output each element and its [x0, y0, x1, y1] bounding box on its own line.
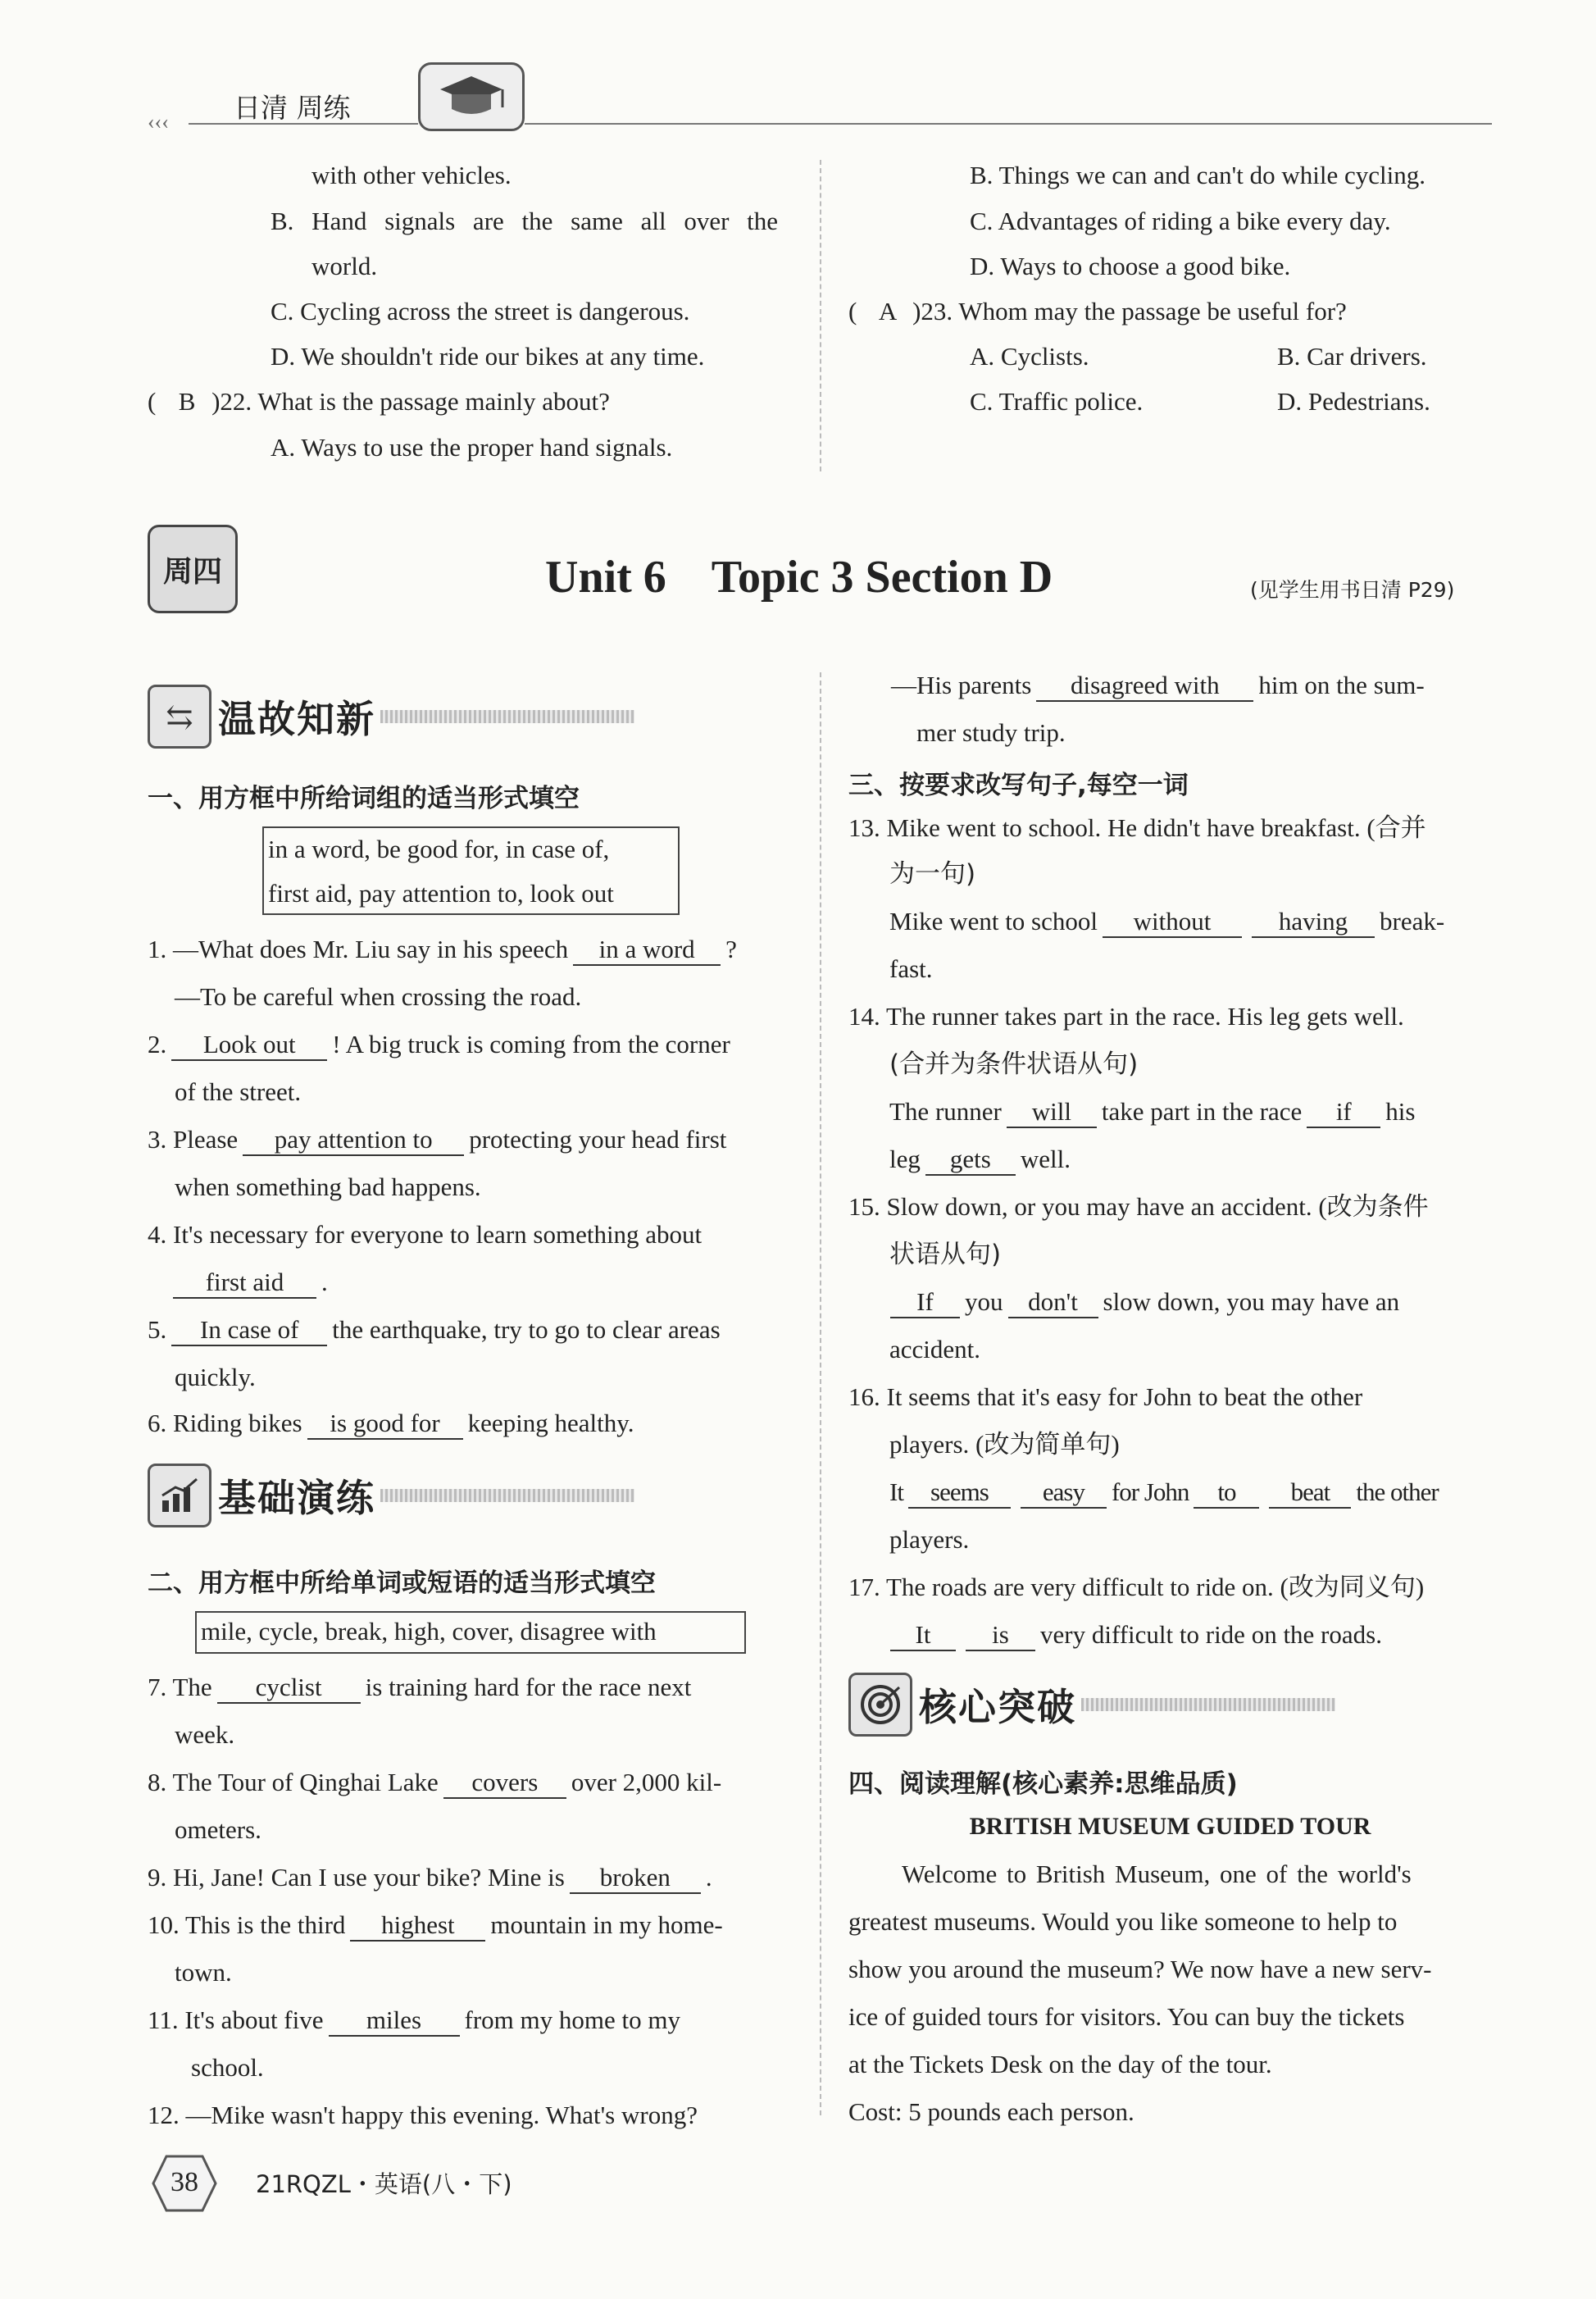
- q15-answer-line: [885, 1286, 1399, 1318]
- q3-answer: pay attention to: [243, 1125, 464, 1156]
- part2-box-text: mile, cycle, break, high, cover, disagree with: [201, 1617, 657, 1646]
- q11-cont: school.: [191, 2053, 264, 2082]
- top-left-line-2: world.: [311, 252, 378, 280]
- q6-answer: is good for: [307, 1409, 463, 1440]
- passage-line-2: show you around the museum? We now have a new serv-: [848, 1955, 1432, 1983]
- section-core-bar: [1081, 1698, 1335, 1711]
- day-badge: [148, 525, 238, 613]
- q4-end: .: [321, 1268, 328, 1296]
- q13-text2: break-: [1380, 907, 1445, 936]
- section-core-title: 核心突破: [919, 1685, 1076, 1729]
- q16-note: players. (改为简单句): [889, 1430, 1120, 1459]
- q12-reply-cont: mer study trip.: [916, 718, 1066, 747]
- unit-ref: (见学生用书日清 P29): [1250, 578, 1455, 602]
- q22-option-a: A. Ways to use the proper hand signals.: [271, 433, 673, 462]
- section-basic-title: 基础演练: [218, 1476, 375, 1520]
- q17-text: very difficult to ride on the roads.: [1040, 1620, 1382, 1649]
- graduation-cap-icon: [418, 62, 525, 131]
- q6: [148, 1407, 634, 1440]
- q2: [148, 1028, 730, 1061]
- q11-answer: miles: [329, 2005, 460, 2037]
- q16-text: It: [889, 1477, 903, 1506]
- section-review: [148, 685, 634, 749]
- q15-note: 状语从句): [889, 1240, 1002, 1269]
- q16-answer-4: beat: [1269, 1477, 1351, 1509]
- q23-paren: (: [848, 297, 857, 326]
- q7-text2: is training hard for the race next: [365, 1673, 692, 1701]
- column-divider: [820, 672, 821, 2115]
- q10-answer: highest: [350, 1910, 485, 1942]
- passage-line-5: Cost: 5 pounds each person.: [848, 2097, 1134, 2126]
- target-icon: [848, 1673, 912, 1737]
- q16-cont: players.: [889, 1525, 970, 1554]
- passage-line-3: ice of guided tours for visitors. You can buy the tickets: [848, 2002, 1405, 2031]
- q5: [148, 1313, 721, 1346]
- q8-text: 8. The Tour of Qinghai Lake: [148, 1768, 439, 1796]
- section-basic-bar: [380, 1489, 634, 1502]
- part2-word-box: [195, 1611, 746, 1654]
- q7-answer: cyclist: [217, 1673, 361, 1704]
- q7-cont: week.: [175, 1720, 235, 1749]
- q3-text2: protecting your head first: [469, 1125, 727, 1154]
- q14-answer-3: gets: [925, 1145, 1016, 1176]
- unit-title: Unit 6 Topic 3 Section D: [545, 552, 1053, 603]
- q17-answer-line: [885, 1618, 1382, 1651]
- q9-text: 9. Hi, Jane! Can I use your bike? Mine is: [148, 1863, 565, 1892]
- q13-note: 为一句): [889, 859, 976, 889]
- part1-box-line1: in a word, be good for, in case of,: [268, 835, 610, 863]
- q17-answer-2: is: [966, 1620, 1035, 1651]
- q22: [148, 385, 610, 418]
- day-badge-label: 周四: [162, 554, 222, 589]
- q1-reply: —To be careful when crossing the road.: [175, 982, 582, 1011]
- top-left-line-4: D. We shouldn't ride our bikes at any time.: [271, 342, 705, 371]
- q23-question: )23. Whom may the passage be useful for?: [912, 297, 1347, 326]
- part2-title: 二、用方框中所给单词或短语的适当形式填空: [148, 1568, 656, 1598]
- q16: 16. It seems that it's easy for John to beat the other: [848, 1382, 1363, 1411]
- q12-answer: disagreed with: [1036, 671, 1253, 702]
- top-left-line-3: C. Cycling across the street is dangerous.: [271, 297, 690, 326]
- q1-text: 1. —What does Mr. Liu say in his speech: [148, 935, 569, 963]
- q1-answer: in a word: [573, 935, 721, 966]
- q5-answer: In case of: [171, 1315, 327, 1346]
- q16-answer-1: seems: [908, 1477, 1011, 1509]
- q23-answer: A: [878, 297, 898, 326]
- section-review-title: 温故知新: [218, 697, 375, 741]
- q15-text: you: [965, 1287, 1003, 1316]
- passage-line-1: greatest museums. Would you like someone to help to: [848, 1907, 1398, 1936]
- q2-text: ! A big truck is coming from the corner: [332, 1030, 730, 1058]
- q15-text2: slow down, you may have an: [1103, 1287, 1400, 1316]
- bar-chart-icon: [148, 1464, 211, 1527]
- q22-paren: (: [148, 387, 157, 416]
- q5-num: 5.: [148, 1315, 167, 1344]
- top-left-line-0: with other vehicles.: [311, 161, 512, 189]
- section-basic: [148, 1464, 634, 1527]
- q23: [848, 295, 1347, 328]
- q23-option-c: C. Traffic police.: [970, 387, 1144, 416]
- q9: [148, 1861, 712, 1894]
- q14-answer-1: will: [1007, 1097, 1097, 1128]
- q9-end: .: [705, 1863, 712, 1892]
- q16-answer-line: [889, 1476, 1439, 1509]
- q17-answer-1: It: [890, 1620, 956, 1651]
- q2-cont: of the street.: [175, 1077, 302, 1106]
- page-number-badge: [152, 2155, 217, 2212]
- q16-text3: the other: [1356, 1477, 1439, 1506]
- q14-answer-line2: [889, 1143, 1071, 1176]
- page-number: 38: [171, 2167, 198, 2197]
- q14-text5: well.: [1020, 1145, 1071, 1173]
- q10-cont: town.: [175, 1958, 232, 1987]
- q16-answer-3: to: [1194, 1477, 1259, 1509]
- q16-answer-2: easy: [1021, 1477, 1107, 1509]
- double-arrow-icon: ⇆: [148, 685, 211, 749]
- q10-text: 10. This is the third: [148, 1910, 346, 1939]
- q8-answer: covers: [443, 1768, 566, 1799]
- q4-line2: [168, 1266, 328, 1299]
- q14: 14. The runner takes part in the race. His leg gets well.: [848, 1002, 1404, 1031]
- q16-text2: for John: [1111, 1477, 1189, 1506]
- q3: [148, 1123, 726, 1156]
- part4-title: 四、阅读理解(核心素养:思维品质): [848, 1769, 1238, 1799]
- footer-code: 21RQZL・英语(八・下): [256, 2170, 512, 2198]
- top-left-line-1: B. Hand signals are the same all over the: [271, 207, 779, 235]
- q23-option-b: B. Car drivers.: [1277, 342, 1427, 371]
- header-rule-right: [525, 123, 1492, 125]
- q8-cont: ometers.: [175, 1815, 261, 1844]
- q14-text2: take part in the race: [1101, 1097, 1303, 1126]
- q1: [148, 933, 737, 966]
- q15-answer-1: If: [890, 1287, 960, 1318]
- q6-text: 6. Riding bikes: [148, 1409, 302, 1437]
- q4: 4. It's necessary for everyone to learn something about: [148, 1220, 703, 1249]
- q14-text3: his: [1385, 1097, 1416, 1126]
- section-review-bar: [380, 710, 634, 723]
- top-right-line-2: D. Ways to choose a good bike.: [970, 252, 1291, 280]
- header-brand: 日清 周练: [234, 92, 351, 124]
- q15-answer-2: don't: [1008, 1287, 1098, 1318]
- q13-answer-1: without: [1103, 907, 1242, 938]
- q14-text: The runner: [889, 1097, 1002, 1126]
- q13-text: Mike went to school: [889, 907, 1098, 936]
- q13-answer-line: [889, 905, 1444, 938]
- q13-answer-2: having: [1252, 907, 1375, 938]
- passage-title: BRITISH MUSEUM GUIDED TOUR: [969, 1813, 1371, 1840]
- q9-answer: broken: [570, 1863, 701, 1894]
- q10-text2: mountain in my home-: [490, 1910, 723, 1939]
- q14-text4: leg: [889, 1145, 921, 1173]
- part1-title: 一、用方框中所给词组的适当形式填空: [148, 784, 580, 813]
- q23-option-d: D. Pedestrians.: [1277, 387, 1430, 416]
- q1-end: ?: [725, 935, 737, 963]
- section-core: [848, 1673, 1335, 1737]
- q10: [148, 1909, 723, 1942]
- q15: 15. Slow down, or you may have an accident. (改为条件: [848, 1192, 1429, 1221]
- q12-reply-text: —His parents: [891, 671, 1032, 699]
- q11: [148, 2004, 680, 2037]
- q5-text: the earthquake, try to go to clear areas: [332, 1315, 721, 1344]
- q12: 12. —Mike wasn't happy this evening. What's wrong?: [148, 2101, 698, 2129]
- q5-cont: quickly.: [175, 1363, 256, 1391]
- q8: [148, 1766, 721, 1799]
- q13: 13. Mike went to school. He didn't have breakfast. (合并: [848, 813, 1426, 842]
- q7: [148, 1671, 691, 1704]
- part1-box-line2: first aid, pay attention to, look out: [268, 879, 614, 908]
- passage-line-0: Welcome to British Museum, one of the world's: [902, 1860, 1412, 1888]
- q2-num: 2.: [148, 1030, 167, 1058]
- q14-note: (合并为条件状语从句): [889, 1049, 1139, 1079]
- q14-answer-2: if: [1307, 1097, 1380, 1128]
- q14-answer-line: [889, 1095, 1415, 1128]
- q17: 17. The roads are very difficult to ride on. (改为同义句): [848, 1573, 1425, 1601]
- top-right-line-0: B. Things we can and can't do while cycling.: [970, 161, 1425, 189]
- q2-answer: Look out: [171, 1030, 327, 1061]
- part3-title: 三、按要求改写句子,每空一词: [848, 771, 1189, 800]
- q8-text2: over 2,000 kil-: [571, 1768, 722, 1796]
- q15-cont: accident.: [889, 1335, 981, 1363]
- passage-line-4: at the Tickets Desk on the day of the tour.: [848, 2050, 1272, 2078]
- q22-answer: B: [178, 387, 196, 416]
- column-divider-top: [820, 160, 821, 471]
- q12-reply-text2: him on the sum-: [1258, 671, 1425, 699]
- q4-answer: first aid: [173, 1268, 316, 1299]
- top-right-line-1: C. Advantages of riding a bike every day.: [970, 207, 1391, 235]
- q12-reply: [891, 669, 1425, 702]
- q3-text: 3. Please: [148, 1125, 239, 1154]
- q13-cont: fast.: [889, 954, 933, 983]
- q7-text: 7. The: [148, 1673, 212, 1701]
- q6-text2: keeping healthy.: [467, 1409, 634, 1437]
- q22-question: )22. What is the passage mainly about?: [211, 387, 610, 416]
- q3-cont: when something bad happens.: [175, 1172, 481, 1201]
- q23-option-a: A. Cyclists.: [970, 342, 1089, 371]
- q11-text2: from my home to my: [464, 2005, 680, 2034]
- q11-text: 11. It's about five: [148, 2005, 324, 2034]
- header-arrows-icon: ‹‹‹: [148, 110, 169, 134]
- part1-word-box: [262, 826, 680, 915]
